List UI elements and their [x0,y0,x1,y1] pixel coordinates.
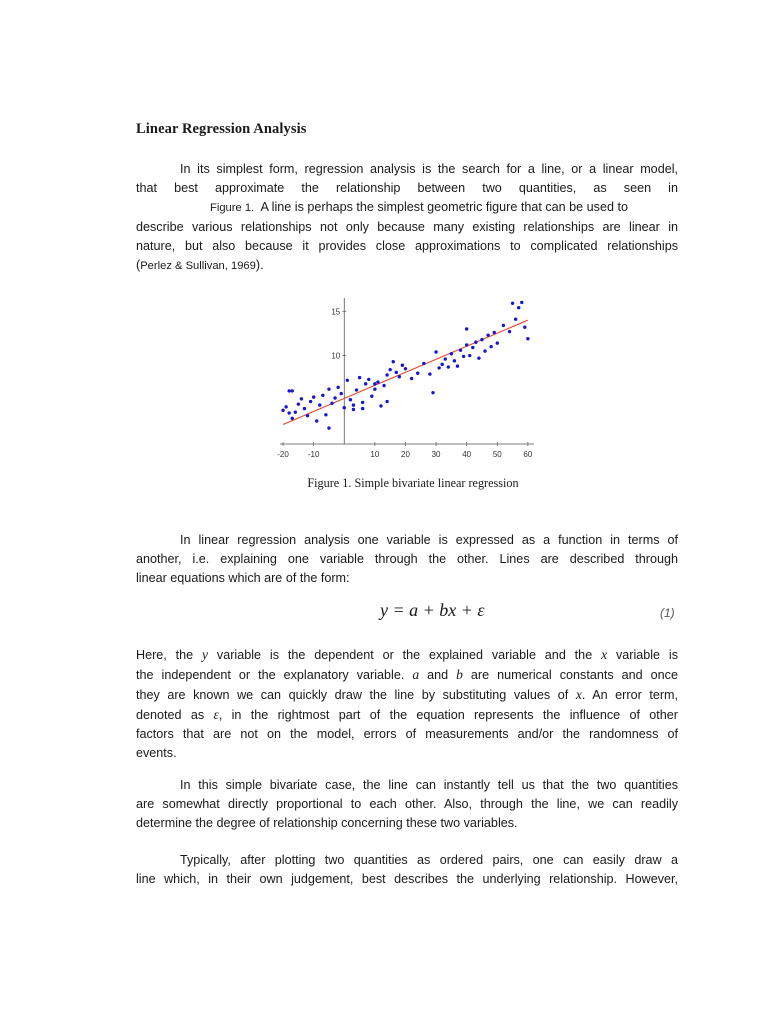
text-fragment: are numerical constants and once [470,668,678,682]
data-point [373,387,376,390]
data-point [309,400,312,403]
text-fragment: ). [255,258,264,272]
text-line: another, i.e. explaining one variable through the other. Lines are described through [136,552,678,566]
data-point [367,378,370,381]
text-line: factors that are not on the model, errors of measurements and/or the randomness of [136,727,678,741]
data-point [422,362,425,365]
regression-equation: y = a + bx + ε [380,600,485,620]
data-point [364,382,367,385]
data-point [486,333,489,336]
x-tick-label: 20 [401,450,410,459]
paragraph-3 [136,645,678,763]
data-point [300,397,303,400]
text-line: Typically, after plotting two quantities as ordered pairs, one can easily draw a [180,853,678,867]
text-line: describe various relationships not only because many existing relationships are linear in [136,220,678,234]
figure-reference: Figure 1. [210,202,255,214]
x-tick-label: 10 [370,450,380,459]
data-point [395,371,398,374]
data-point [477,356,480,359]
text-line [136,705,678,725]
text-line [136,645,678,665]
text-line: nature, but also because it provides close approximations to complicated relationships [136,239,678,253]
data-point [517,306,520,309]
data-point [306,414,309,417]
data-point [459,349,462,352]
data-point [465,327,468,330]
data-point [385,373,388,376]
text-fragment: ( [136,258,141,272]
data-point [453,359,456,362]
text-fragment: , in the rightmost part of the equation represents the influence of other [218,708,678,722]
data-point [297,402,300,405]
data-point [434,350,437,353]
data-point [471,346,474,349]
data-point [456,364,459,367]
scatter-figure [272,292,540,464]
x-tick-label: 50 [492,450,502,459]
data-point [379,404,382,407]
data-point [450,352,453,355]
data-point [440,363,443,366]
paragraph-2 [136,531,678,588]
intro-paragraph [136,160,678,276]
text-line: are somewhat directly proportional to each other. Also, through the line, we can readily [136,797,678,811]
data-point [447,365,450,368]
data-point [287,389,290,392]
citation: Perlez & Sullivan, 1969 [140,260,256,272]
data-point [385,400,388,403]
data-point [324,413,327,416]
x-tick-label: 30 [431,450,441,459]
data-point [468,354,471,357]
data-point [480,338,483,341]
paragraph-4 [136,776,678,833]
equation-number: (1) [660,606,675,620]
variable-b: b [456,667,463,682]
data-point [489,345,492,348]
x-tick-label: -10 [307,450,320,459]
data-point [416,372,419,375]
data-point [398,375,401,378]
data-point [355,388,358,391]
text-fragment: . An error term, [581,688,679,702]
variable-epsilon: ε [213,707,219,722]
text-fragment: variable is the dependent or the explained variable and the [216,648,593,662]
text-line: In linear regression analysis one variable is expressed as a function in terms of [180,533,678,547]
y-tick-label: 15 [331,307,341,317]
data-point [352,408,355,411]
data-point [333,396,336,399]
scatter-plot [272,292,540,464]
data-point [315,419,318,422]
section-heading: Linear Regression Analysis [136,121,307,137]
text-fragment: they are known we can quickly draw the line by substituting values of [136,688,569,702]
variable-x: x [575,687,582,702]
data-point [330,402,333,405]
data-point [327,387,330,390]
data-point [431,391,434,394]
data-point [318,403,321,406]
text-line: that best approximate the relationship between two quantities, as seen in [136,181,678,195]
paragraph-5 [136,851,678,889]
data-point [437,366,440,369]
text-fragment: and [427,668,449,682]
text-line [136,256,678,276]
data-point [340,392,343,395]
text-fragment: denoted as [136,708,205,722]
data-point [370,395,373,398]
data-point [404,367,407,370]
regression-line [283,320,528,424]
data-point [508,330,511,333]
data-point [321,394,324,397]
text-line: linear equations which are of the form: [136,571,350,585]
data-point [444,357,447,360]
data-point [336,386,339,389]
data-point [303,407,306,410]
data-point [294,410,297,413]
text-line: In this simple bivariate case, the line can instantly tell us that the two quantities [180,778,678,792]
data-point [346,379,349,382]
data-point [483,349,486,352]
text-line [136,685,678,705]
text-line: In its simplest form, regression analysis is the search for a line, or a linear model, [180,162,678,176]
data-point [526,337,529,340]
y-tick-label: 10 [331,351,341,361]
variable-a: a [412,667,420,682]
x-tick-label: 40 [462,450,472,459]
x-tick-label: -20 [277,450,289,459]
data-point [388,368,391,371]
data-point [496,341,499,344]
text-line: determine the degree of relationship concerning these two variables. [136,816,518,830]
text-line: events. [136,746,177,760]
data-point [428,372,431,375]
data-point [352,403,355,406]
data-point [382,384,385,387]
data-point [361,401,364,404]
data-point [281,409,284,412]
data-point [361,407,364,410]
data-point [312,395,315,398]
x-tick-label: 60 [523,450,533,459]
data-point [493,331,496,334]
data-point [291,389,294,392]
data-point [462,355,465,358]
data-point [373,382,376,385]
text-line [136,665,678,685]
data-point [358,376,361,379]
data-point [287,411,290,414]
data-point [401,364,404,367]
data-point [511,302,514,305]
text-fragment: variable is [615,648,679,662]
data-point [410,377,413,380]
data-point [284,405,287,408]
variable-x: x [601,647,608,662]
text-fragment: Here, the [136,648,194,662]
data-point [327,426,330,429]
text-line: line which, in their own judgement, best describes the underlying relationship. However, [136,872,678,886]
text-fragment: the independent or the explanatory variable. [136,668,405,682]
data-point [376,380,379,383]
data-point [474,341,477,344]
text-fragment: A line is perhaps the simplest geometric figure that can be used to [260,200,628,214]
variable-y: y [202,647,209,662]
data-point [343,406,346,409]
data-point [465,343,468,346]
data-point [291,417,294,420]
data-point [523,326,526,329]
data-point [514,318,517,321]
data-point [392,360,395,363]
data-point [520,301,523,304]
data-point [349,398,352,401]
data-point [502,324,505,327]
figure-caption: Figure 1. Simple bivariate linear regression [307,476,519,490]
text-line [136,198,678,218]
